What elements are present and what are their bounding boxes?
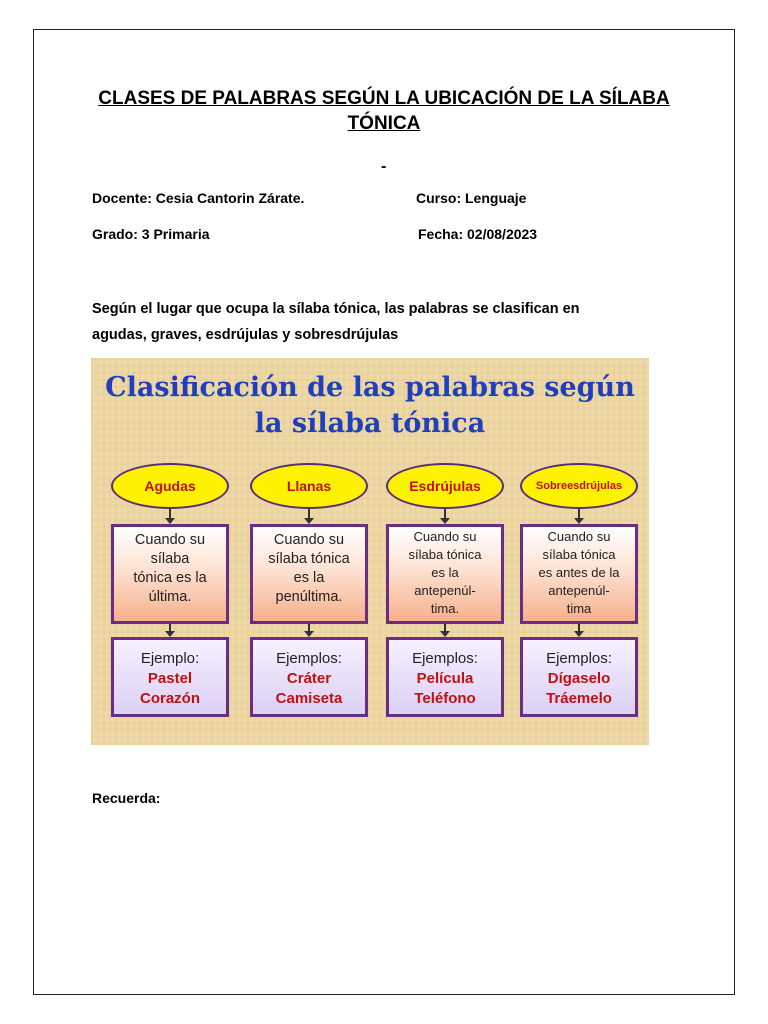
- example-label: Ejemplos:: [412, 650, 478, 667]
- rule-line: es la: [293, 570, 325, 586]
- rule-line: tima.: [430, 601, 460, 616]
- infographic-title: Clasificación de las palabras según la sílaba tónica: [105, 372, 635, 439]
- rule-line: sílaba: [150, 551, 190, 567]
- fecha-field: Fecha: 02/08/2023: [418, 226, 538, 242]
- example-box: [111, 637, 229, 717]
- column-agudas: [111, 358, 229, 745]
- example-word: Dígaselo: [547, 670, 611, 687]
- arrow-down-icon: [578, 624, 580, 635]
- column-sobreesdrujulas: [520, 358, 638, 745]
- rule-line: antepenúl-: [414, 583, 476, 598]
- example-box: [250, 637, 368, 717]
- example-box: [386, 637, 504, 717]
- example-word: Tráemelo: [546, 690, 612, 707]
- rule-line: antepenúl-: [548, 583, 610, 598]
- dash-mark: -: [381, 158, 387, 175]
- rule-box: [386, 524, 504, 624]
- rule-line: Cuando su: [273, 532, 345, 548]
- rule-box: [520, 524, 638, 624]
- arrow-down-icon: [308, 624, 310, 635]
- arrow-down-icon: [444, 624, 446, 635]
- docente-field: Docente: Cesia Cantorin Zárate.: [92, 190, 305, 206]
- arrow-down-icon: [169, 624, 171, 635]
- classification-infographic: [91, 358, 649, 745]
- rule-line: tima: [566, 601, 592, 616]
- rule-line: Cuando su: [134, 532, 206, 548]
- rule-line: sílaba tónica: [268, 551, 350, 567]
- example-word: Película: [416, 670, 474, 687]
- rule-box: [111, 524, 229, 624]
- arrow-down-icon: [444, 509, 446, 522]
- intro-paragraph: Según el lugar que ocupa la sílaba tónica, las palabras se clasifican en agudas, graves, esdrújulas y sobresdrújulas: [92, 301, 580, 343]
- arrow-down-icon: [308, 509, 310, 522]
- arrow-down-icon: [578, 509, 580, 522]
- rule-line: tónica es la: [133, 570, 207, 586]
- rule-line: sílaba tónica: [408, 547, 482, 562]
- example-label: Ejemplos:: [546, 650, 612, 667]
- rule-line: es antes de la: [538, 565, 620, 580]
- rule-line: es la: [431, 565, 459, 580]
- column-esdrujulas: [386, 358, 504, 745]
- category-ellipse: Llanas: [250, 463, 368, 509]
- rule-box: [250, 524, 368, 624]
- grado-field: Grado: 3 Primaria: [92, 226, 210, 242]
- example-word: Teléfono: [414, 690, 476, 707]
- example-box: [520, 637, 638, 717]
- category-ellipse: Agudas: [111, 463, 229, 509]
- rule-line: Cuando su: [547, 529, 611, 544]
- arrow-down-icon: [169, 509, 171, 522]
- category-ellipse: Sobreesdrújulas: [520, 463, 638, 509]
- rule-line: penúltima.: [275, 589, 343, 605]
- rule-line: Cuando su: [413, 529, 477, 544]
- document-title: CLASES DE PALABRAS SEGÚN LA UBICACIÓN DE LA SÍLABA TÓNICA: [98, 88, 670, 134]
- example-word: Cráter: [286, 670, 332, 687]
- rule-line: sílaba tónica: [542, 547, 616, 562]
- example-label: Ejemplos:: [276, 650, 342, 667]
- example-label: Ejemplo:: [140, 650, 200, 667]
- rule-line: última.: [148, 589, 192, 605]
- curso-field: Curso: Lenguaje: [416, 190, 527, 206]
- example-word: Pastel: [147, 670, 193, 687]
- recuerda-label: Recuerda:: [92, 790, 161, 806]
- category-ellipse: Esdrújulas: [386, 463, 504, 509]
- example-word: Camiseta: [275, 690, 343, 707]
- example-word: Corazón: [140, 690, 200, 707]
- column-llanas: [250, 358, 368, 745]
